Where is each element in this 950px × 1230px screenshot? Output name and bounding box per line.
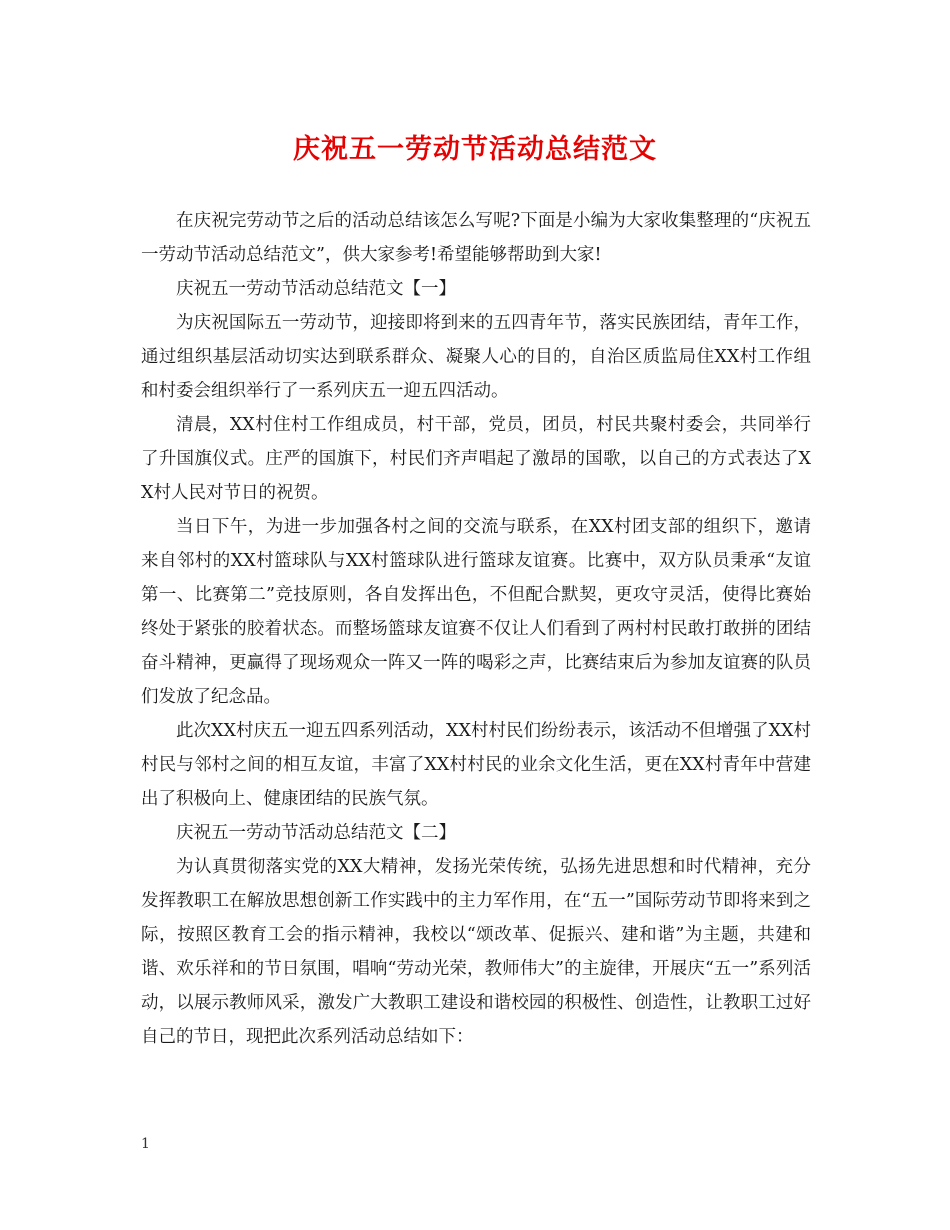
page-number: 1: [141, 1136, 150, 1152]
document-body: [141, 204, 811, 1054]
body-paragraph: 当日下午，为进一步加强各村之间的交流与联系，在XX村团支部的组织下，邀请来自邻村的XX村篮球队与XX村篮球队进行篮球友谊赛。比赛中，双方队员秉承“友谊第一、比赛第二”竞技原则，各自发挥出色，不但配合默契，更攻守灵活，使得比赛始终处于紧张的胶着状态。而整场篮球友谊赛不仅让人们看到了两村村民敢打敢拼的团结奋斗精神，更赢得了现场观众一阵又一阵的喝彩之声，比赛结束后为参加友谊赛的队员们发放了纪念品。: [141, 517, 811, 707]
intro-paragraph: 在庆祝完劳动节之后的活动总结该怎么写呢?下面是小编为大家收集整理的“庆祝五一劳动节活动总结范文”，供大家参考!希望能够帮助到大家!: [141, 211, 811, 265]
body-paragraph: 此次XX村庆五一迎五四系列活动，XX村村民们纷纷表示，该活动不但增强了XX村村民与邻村之间的相互友谊，丰富了XX村村民的业余文化生活，更在XX村青年中营建出了积极向上、健康团结的民族气氛。: [141, 721, 811, 809]
section-heading-1: 庆祝五一劳动节活动总结范文【一】: [176, 279, 456, 299]
body-paragraph: 为认真贯彻落实党的XX大精神，发扬光荣传统，弘扬先进思想和时代精神，充分发挥教职工在解放思想创新工作实践中的主力军作用，在“五一”国际劳动节即将来到之际，按照区教育工会的指示精神，我校以“颂改革、促振兴、建和谐”为主题，共建和谐、欢乐祥和的节日氛围，唱响“劳动光荣，教师伟大”的主旋律，开展庆“五一”系列活动，以展示教师风采，激发广大教职工建设和谐校园的积极性、创造性，让教职工过好自己的节日，现把此次系列活动总结如下：: [141, 857, 811, 1047]
body-paragraph: 清晨，XX村住村工作组成员，村干部，党员，团员，村民共聚村委会，共同举行了升国旗仪式。庄严的国旗下，村民们齐声唱起了激昂的国歌，以自己的方式表达了XX村人民对节日的祝贺。: [141, 415, 811, 503]
document-title: 庆祝五一劳动节活动总结范文: [293, 134, 657, 165]
section-heading-2: 庆祝五一劳动节活动总结范文【二】: [176, 823, 456, 843]
body-paragraph: 为庆祝国际五一劳动节，迎接即将到来的五四青年节，落实民族团结，青年工作，通过组织基层活动切实达到联系群众、凝聚人心的目的，自治区质监局住XX村工作组和村委会组织举行了一系列庆五一迎五四活动。: [141, 313, 811, 401]
